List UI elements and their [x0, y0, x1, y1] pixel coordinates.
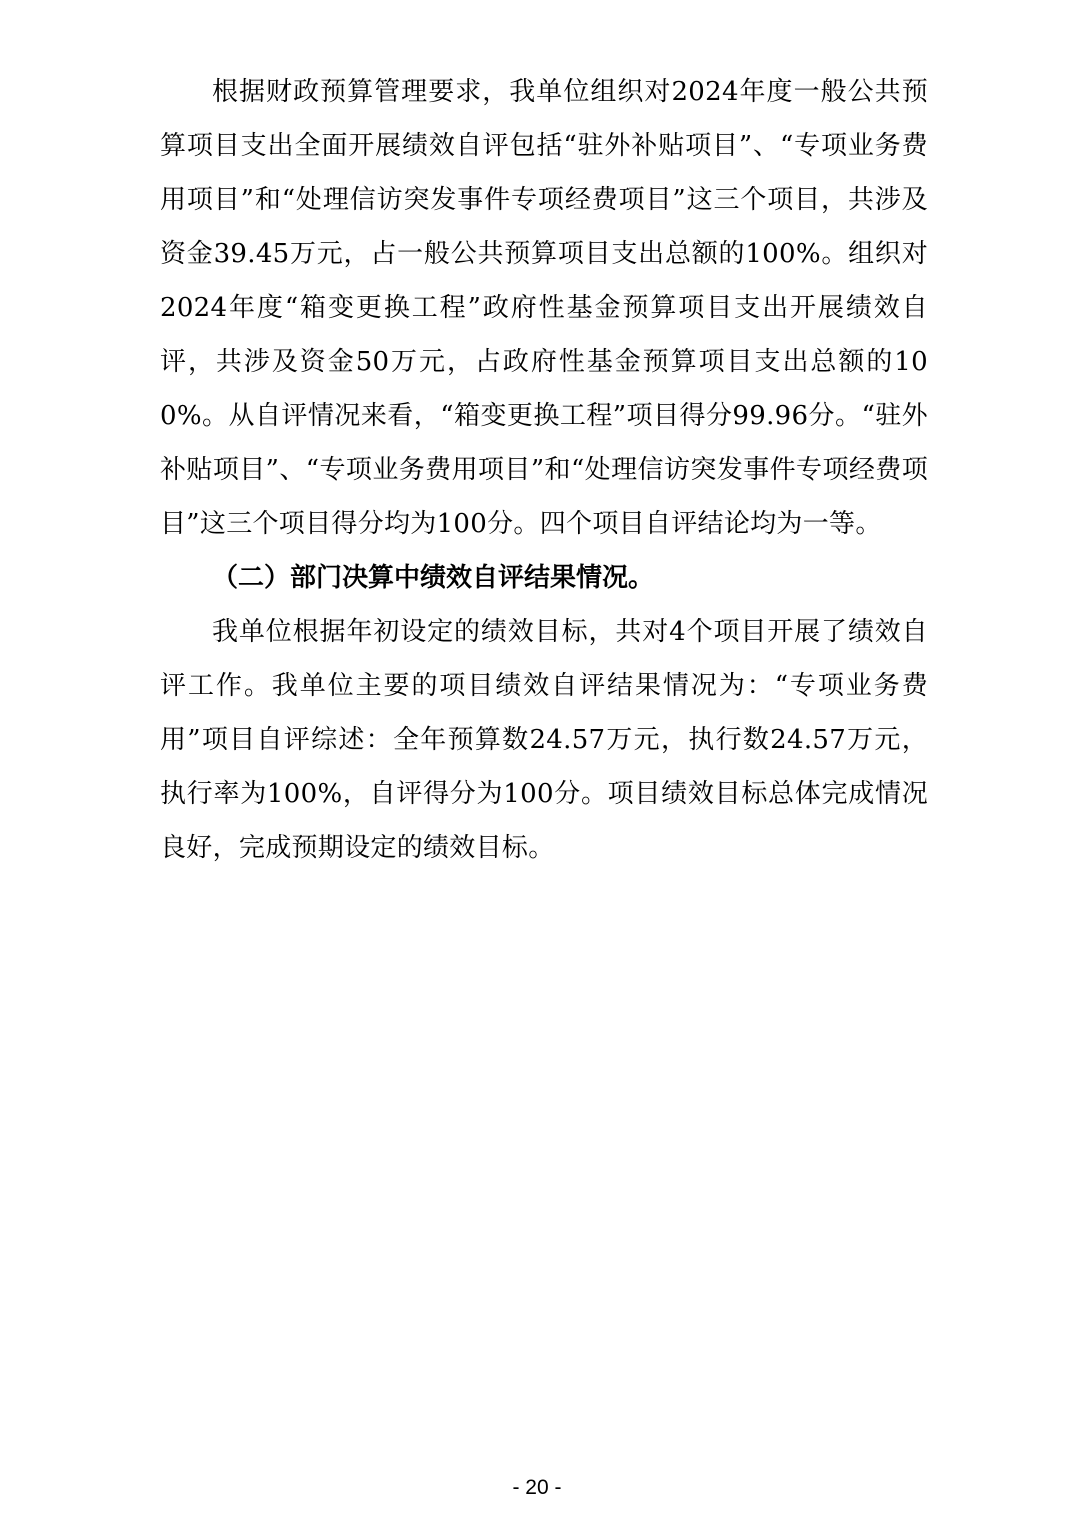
page-number: - 20 -	[512, 1476, 562, 1499]
section-heading: （二）部门决算中绩效自评结果情况。	[212, 563, 655, 593]
paragraph-evaluation-results: 我单位根据年初设定的绩效目标，共对4个项目开展了绩效自评工作。我单位主要的项目绩效自评结果情况为：“专项业务费用”项目自评综述：全年预算数24.57万元，执行数24.57万元，执行率为100%，自评得分为100分。项目绩效目标总体完成情况良好，完成预期设定的绩效目标。	[160, 617, 928, 863]
document-body	[160, 65, 928, 875]
paragraph-self-evaluation-scope: 根据财政预算管理要求，我单位组织对2024年度一般公共预算项目支出全面开展绩效自评包括“驻外补贴项目”、“专项业务费用项目”和“处理信访突发事件专项经费项目”这三个项目，共涉及资金39.45万元，占一般公共预算项目支出总额的100%。组织对2024年度“箱变更换工程”政府性基金预算项目支出开展绩效自评，共涉及资金50万元，占政府性基金预算项目支出总额的100%。从自评情况来看，“箱变更换工程”项目得分99.96分。“驻外补贴项目”、“专项业务费用项目”和“处理信访突发事件专项经费项目”这三个项目得分均为100分。四个项目自评结论均为一等。	[160, 77, 928, 539]
